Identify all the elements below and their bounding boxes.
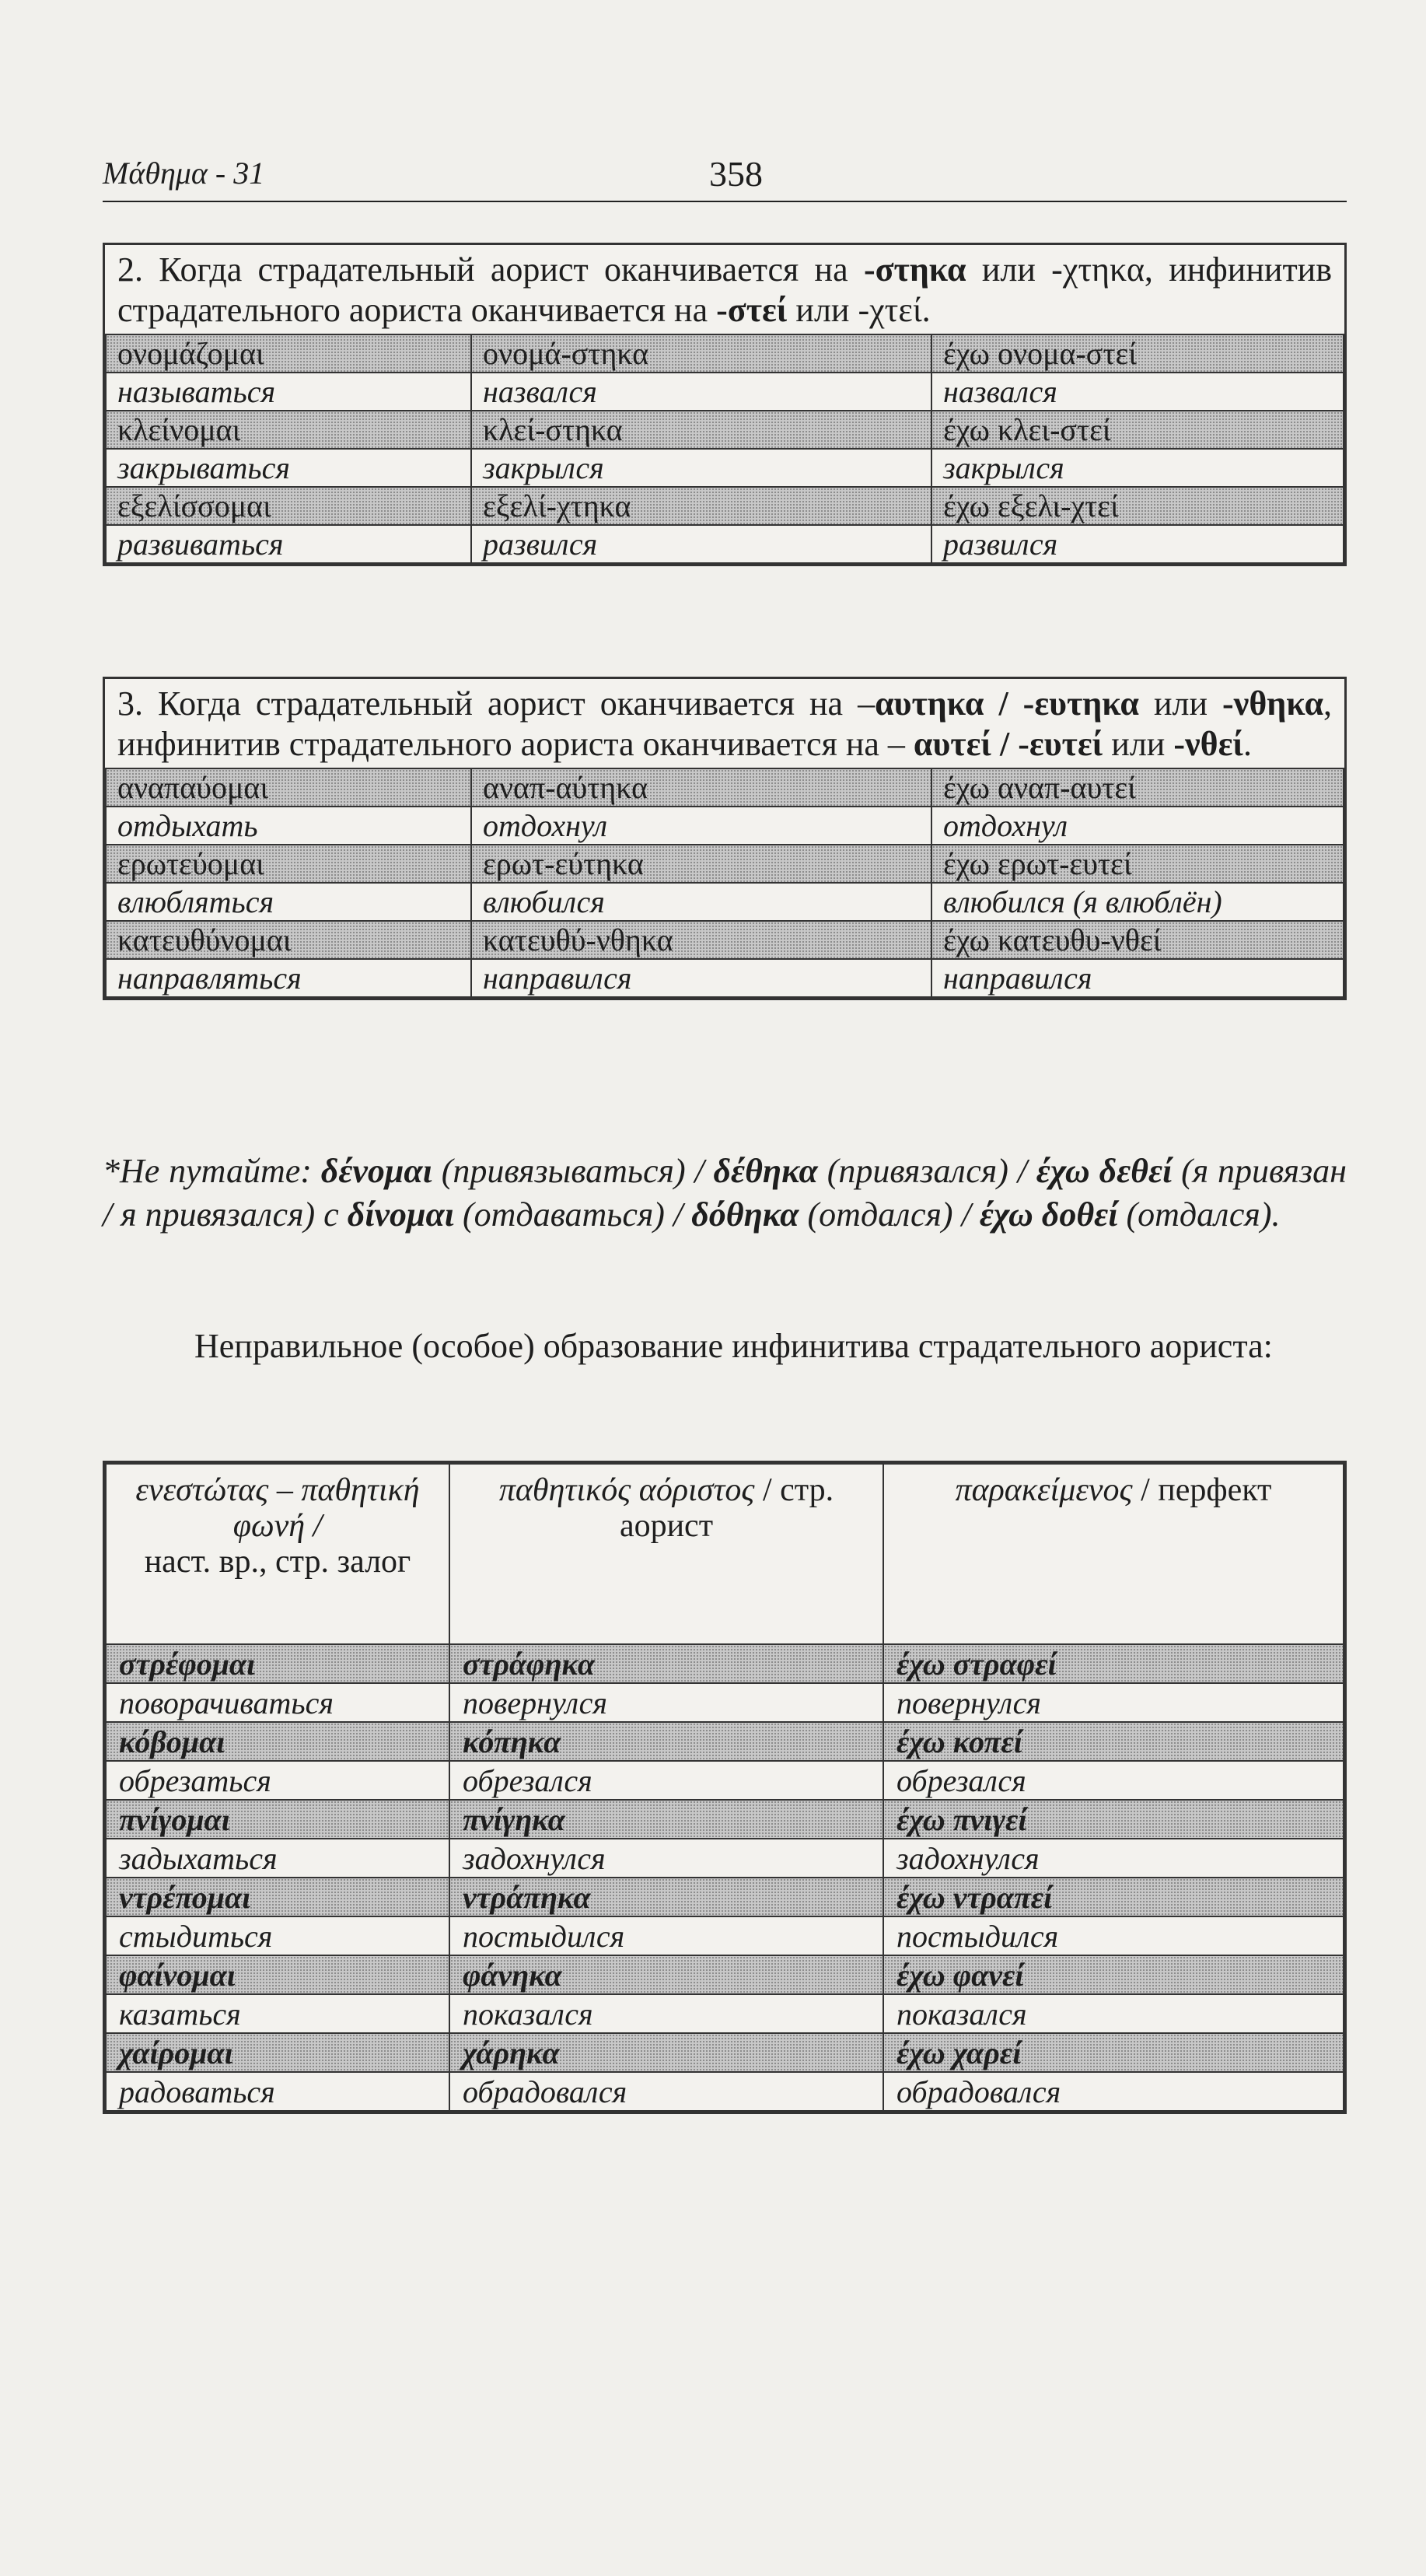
infinitive-form-cell: έχω χαρεί	[883, 2033, 1344, 2072]
aorist-form-cell: показался	[449, 1994, 883, 2033]
text-fragment: δόθηκα	[691, 1195, 799, 1234]
infinitive-form-cell: έχω κοπεί	[883, 1722, 1344, 1761]
rule-box-3	[103, 677, 1347, 1000]
text-fragment: 3. Когда страдательный аорист оканчивается на –	[117, 684, 876, 723]
table-row	[106, 1839, 1344, 1878]
infinitive-form-cell: развился	[931, 525, 1344, 563]
aorist-form-cell: отдохнул	[471, 807, 931, 845]
aorist-form-cell: постыдился	[449, 1916, 883, 1955]
header-perfect-greek: παρακείμενος	[955, 1472, 1133, 1508]
table-row	[106, 1683, 1344, 1722]
table-row	[106, 2072, 1344, 2111]
table-row	[106, 487, 1344, 525]
present-form-cell: развиваться	[106, 525, 471, 563]
aorist-form-cell: направился	[471, 959, 931, 997]
text-fragment: -στηκα	[863, 250, 966, 289]
table-row	[106, 2033, 1344, 2072]
text-fragment: или -χτεί.	[787, 291, 931, 329]
infinitive-form-cell: назвался	[931, 373, 1344, 411]
text-fragment: (привязался) /	[817, 1152, 1036, 1190]
aorist-form-cell: κλεί-στηκα	[471, 411, 931, 449]
text-fragment: (я привязан / я привязался) с	[103, 1152, 1347, 1234]
infinitive-form-cell: постыдился	[883, 1916, 1344, 1955]
text-fragment: αυτηκα / -ευτηκα	[875, 684, 1139, 723]
lesson-label: Μάθημα - 31	[103, 156, 265, 191]
text-fragment: или	[1103, 725, 1174, 763]
aorist-form-cell: στράφηκα	[449, 1644, 883, 1683]
table-row	[106, 334, 1344, 373]
text-fragment: (отдался) /	[799, 1195, 980, 1234]
table-row	[106, 959, 1344, 997]
infinitive-form-cell: влюбился (я влюблён)	[931, 883, 1344, 921]
text-fragment: αυτεί / -ευτεί	[913, 725, 1103, 763]
aorist-form-cell: ονομά-στηκα	[471, 334, 931, 373]
present-form-cell: φαίνομαι	[106, 1955, 449, 1994]
rule-box-2	[103, 243, 1347, 566]
table-row	[106, 411, 1344, 449]
infinitive-form-cell: έχω κατευθυ-νθεί	[931, 921, 1344, 959]
infinitive-form-cell: έχω πνιγεί	[883, 1800, 1344, 1839]
table-row	[106, 921, 1344, 959]
header-present-passive	[106, 1464, 449, 1644]
table-row	[106, 1955, 1344, 1994]
infinitive-form-cell: έχω ονομα-στεί	[931, 334, 1344, 373]
irregular-infinitive-table	[103, 1461, 1347, 2114]
irregular-formation-paragraph: Неправильное (особое) образование инфинитива страдательного аориста:	[194, 1327, 1273, 1365]
table-row	[106, 1761, 1344, 1800]
table-row	[106, 1916, 1344, 1955]
text-fragment: (отдаваться) /	[454, 1195, 692, 1234]
rule-3-table	[105, 768, 1344, 998]
present-form-cell: называться	[106, 373, 471, 411]
infinitive-form-cell: έχω ερωτ-ευτεί	[931, 845, 1344, 883]
infinitive-form-cell: показался	[883, 1994, 1344, 2033]
aorist-form-cell: повернулся	[449, 1683, 883, 1722]
table-row	[106, 845, 1344, 883]
present-form-cell: влюбляться	[106, 883, 471, 921]
table-row	[106, 1800, 1344, 1839]
header-aorist-russian: / стр. аорист	[619, 1472, 834, 1544]
table-row	[106, 1994, 1344, 2033]
infinitive-form-cell: έχω αναπ-αυτεί	[931, 768, 1344, 807]
aorist-form-cell: χάρηκα	[449, 2033, 883, 2072]
infinitive-form-cell: έχω εξελι-χτεί	[931, 487, 1344, 525]
present-form-cell: κατευθύνομαι	[106, 921, 471, 959]
present-form-cell: закрываться	[106, 449, 471, 487]
header-aorist-greek: παθητικός αόριστος	[498, 1472, 755, 1508]
rule-3-text	[105, 679, 1344, 768]
present-form-cell: радоваться	[106, 2072, 449, 2111]
aorist-form-cell: φάνηκα	[449, 1955, 883, 1994]
infinitive-form-cell: έχω ντραπεί	[883, 1878, 1344, 1916]
table-row	[106, 807, 1344, 845]
present-form-cell: πνίγομαι	[106, 1800, 449, 1839]
present-form-cell: αναπαύομαι	[106, 768, 471, 807]
text-fragment: или -χτηκα, инфинитив страдательного аориста оканчивается на	[117, 250, 1332, 329]
text-fragment: или	[1138, 684, 1223, 723]
present-form-cell: κλείνομαι	[106, 411, 471, 449]
aorist-form-cell: назвался	[471, 373, 931, 411]
infinitive-form-cell: обрезался	[883, 1761, 1344, 1800]
aorist-form-cell: κατευθύ-νθηκα	[471, 921, 931, 959]
infinitive-form-cell: задохнулся	[883, 1839, 1344, 1878]
infinitive-form-cell: έχω στραφεί	[883, 1644, 1344, 1683]
present-form-cell: ερωτεύομαι	[106, 845, 471, 883]
present-form-cell: εξελίσσομαι	[106, 487, 471, 525]
present-form-cell: направляться	[106, 959, 471, 997]
infinitive-form-cell: обрадовался	[883, 2072, 1344, 2111]
table-row	[106, 373, 1344, 411]
text-fragment: δέθηκα	[713, 1152, 818, 1190]
infinitive-form-cell: направился	[931, 959, 1344, 997]
present-form-cell: стыдиться	[106, 1916, 449, 1955]
table-header-row	[106, 1464, 1344, 1644]
running-header	[103, 146, 1347, 202]
page-number: 358	[709, 154, 763, 194]
aorist-form-cell: κόπηκα	[449, 1722, 883, 1761]
aorist-form-cell: задохнулся	[449, 1839, 883, 1878]
table-row	[106, 768, 1344, 807]
rule-2-table	[105, 334, 1344, 564]
present-form-cell: χαίρομαι	[106, 2033, 449, 2072]
text-fragment: -νθηκα	[1222, 684, 1323, 723]
aorist-form-cell: обрадовался	[449, 2072, 883, 2111]
text-fragment: έχω δοθεί	[979, 1195, 1118, 1234]
header-perfect	[883, 1464, 1344, 1644]
infinitive-form-cell: έχω κλει-στεί	[931, 411, 1344, 449]
present-form-cell: στρέφομαι	[106, 1644, 449, 1683]
header-present-russian: наст. вр., стр. залог	[144, 1544, 411, 1580]
present-form-cell: ονομάζομαι	[106, 334, 471, 373]
infinitive-form-cell: повернулся	[883, 1683, 1344, 1722]
dont-confuse-note	[103, 1150, 1347, 1237]
present-form-cell: обрезаться	[106, 1761, 449, 1800]
table-row	[106, 449, 1344, 487]
infinitive-form-cell: έχω φανεί	[883, 1955, 1344, 1994]
text-fragment: δίνομαι	[347, 1195, 455, 1234]
table-row	[106, 525, 1344, 563]
present-form-cell: задыхаться	[106, 1839, 449, 1878]
table-row	[106, 1878, 1344, 1916]
present-form-cell: κόβομαι	[106, 1722, 449, 1761]
text-fragment: δένομαι	[320, 1152, 432, 1190]
aorist-form-cell: закрылся	[471, 449, 931, 487]
table-row	[106, 1644, 1344, 1683]
aorist-form-cell: влюбился	[471, 883, 931, 921]
text-fragment: έχω δεθεί	[1036, 1152, 1173, 1190]
text-fragment: -νθεί	[1173, 725, 1244, 763]
aorist-form-cell: ερωτ-εύτηκα	[471, 845, 931, 883]
text-fragment: (привязываться) /	[432, 1152, 714, 1190]
header-present-greek: ενεστώτας – παθητική φωνή /	[135, 1472, 420, 1544]
text-fragment: , инфинитив страдательного аориста оканчивается на –	[117, 684, 1332, 763]
aorist-form-cell: развился	[471, 525, 931, 563]
aorist-form-cell: πνίγηκα	[449, 1800, 883, 1839]
text-fragment: .	[1243, 725, 1253, 763]
present-form-cell: казаться	[106, 1994, 449, 2033]
text-fragment: -στεί	[716, 291, 788, 329]
present-form-cell: отдыхать	[106, 807, 471, 845]
present-form-cell: ντρέπομαι	[106, 1878, 449, 1916]
header-perfect-russian: / перфект	[1132, 1472, 1272, 1508]
rule-2-text	[105, 245, 1344, 334]
text-fragment: *Не путайте:	[103, 1152, 321, 1190]
aorist-form-cell: εξελί-χτηκα	[471, 487, 931, 525]
header-aorist-passive	[449, 1464, 883, 1644]
infinitive-form-cell: отдохнул	[931, 807, 1344, 845]
infinitive-form-cell: закрылся	[931, 449, 1344, 487]
present-form-cell: поворачиваться	[106, 1683, 449, 1722]
text-fragment: 2. Когда страдательный аорист оканчивается на	[117, 250, 864, 289]
text-fragment: (отдался).	[1117, 1195, 1281, 1234]
table-row	[106, 1722, 1344, 1761]
aorist-form-cell: αναπ-αύτηκα	[471, 768, 931, 807]
table-row	[106, 883, 1344, 921]
aorist-form-cell: ντράπηκα	[449, 1878, 883, 1916]
aorist-form-cell: обрезался	[449, 1761, 883, 1800]
